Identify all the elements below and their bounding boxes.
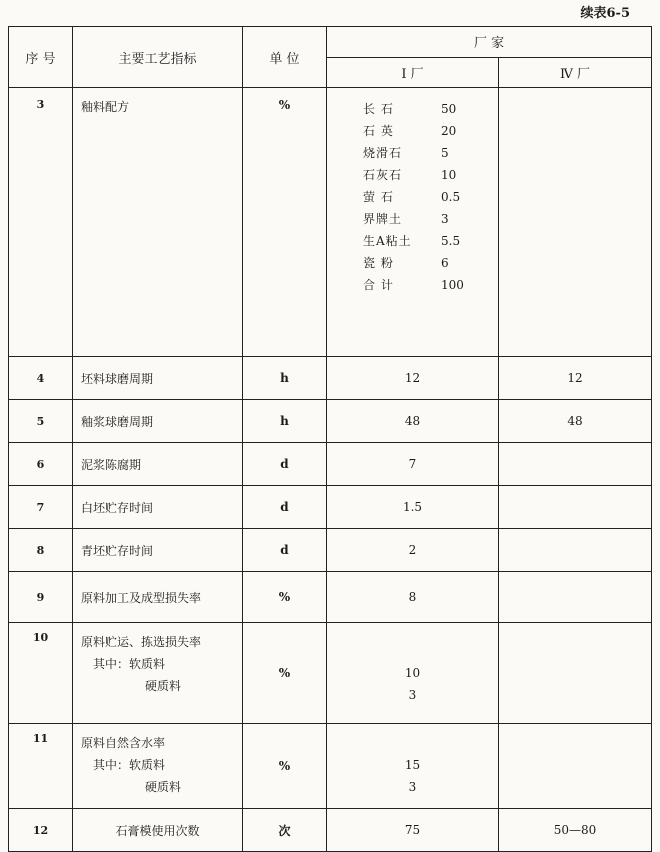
- glaze-ingredient: [363, 186, 498, 208]
- indicator-sub-hard: 硬质料: [145, 780, 182, 794]
- glaze-ingredient: [363, 230, 498, 252]
- row-number: 11: [9, 724, 73, 809]
- factory-1-value: 1.5: [327, 486, 499, 529]
- row-number: 3: [9, 88, 73, 357]
- row-unit: %: [243, 88, 327, 357]
- row-number: 7: [9, 486, 73, 529]
- glaze-ingredient: [363, 120, 498, 142]
- row-number: 5: [9, 400, 73, 443]
- factory-1-value-soft: 15: [404, 758, 421, 772]
- row-unit: d: [243, 443, 327, 486]
- factory-1-values: [327, 724, 499, 809]
- row-number: 12: [9, 809, 73, 852]
- glaze-ingredient: [363, 98, 498, 120]
- factory-4-value: [499, 529, 652, 572]
- ingredient-name: 合 计: [363, 278, 394, 292]
- row-indicator: 坯料球磨周期: [73, 357, 243, 400]
- row-unit: 次: [243, 809, 327, 852]
- header-serial-number: 序 号: [9, 27, 73, 88]
- factory-1-value: 12: [327, 357, 499, 400]
- ingredient-name: 长 石: [363, 102, 394, 116]
- row-unit: d: [243, 486, 327, 529]
- table-row: [9, 443, 652, 486]
- factory-1-value: 8: [327, 572, 499, 623]
- ingredient-amount: 100: [441, 278, 464, 292]
- factory-1-value: 48: [327, 400, 499, 443]
- row-indicator: 釉浆球磨周期: [73, 400, 243, 443]
- factory-4-value: [499, 443, 652, 486]
- ingredient-amount: 10: [441, 168, 457, 182]
- factory-4-value: 48: [499, 400, 652, 443]
- glaze-formula-cell: [327, 88, 499, 357]
- factory-4-cell: [499, 623, 652, 724]
- factory-1-value: 2: [327, 529, 499, 572]
- row-indicator: 釉料配方: [73, 88, 243, 357]
- indicator-sub-soft: 其中：软质料: [93, 657, 166, 671]
- ingredient-amount: 0.5: [441, 190, 461, 204]
- factory-1-value: 7: [327, 443, 499, 486]
- factory-1-values: [327, 623, 499, 724]
- row-number: 9: [9, 572, 73, 623]
- glaze-formula-list: [327, 98, 498, 296]
- factory-1-value-soft: 10: [404, 666, 421, 680]
- indicator-sub-hard: 硬质料: [145, 679, 182, 693]
- row-unit: h: [243, 357, 327, 400]
- row-unit: %: [243, 724, 327, 809]
- factory-4-value: [499, 486, 652, 529]
- header-factory-4: Ⅳ 厂: [499, 57, 652, 88]
- factory-4-value: [499, 572, 652, 623]
- indicator-sub-soft: 其中：软质料: [93, 758, 166, 772]
- indicator-main: 原料贮运、拣选损失率: [81, 635, 202, 649]
- table-row: [9, 623, 652, 724]
- table-row: [9, 809, 652, 852]
- factory-4-cell: [499, 724, 652, 809]
- factory-4-value: 12: [499, 357, 652, 400]
- row-indicator: 原料加工及成型损失率: [73, 572, 243, 623]
- glaze-ingredient: [363, 274, 498, 296]
- table-row: [9, 529, 652, 572]
- row-unit: d: [243, 529, 327, 572]
- ingredient-amount: 50: [441, 102, 457, 116]
- glaze-ingredient: [363, 252, 498, 274]
- ingredient-amount: 5: [441, 146, 449, 160]
- header-factory: 厂 家: [327, 27, 652, 58]
- table-row: [9, 572, 652, 623]
- row-unit: h: [243, 400, 327, 443]
- factory-1-value-hard: 3: [408, 688, 417, 702]
- table-row: [9, 88, 652, 357]
- row-indicator: 白坯贮存时间: [73, 486, 243, 529]
- table-row: [9, 724, 652, 809]
- table-row: [9, 486, 652, 529]
- factory-4-cell: [499, 88, 652, 357]
- table-row: [9, 357, 652, 400]
- row-indicator: 石膏模使用次数: [73, 809, 243, 852]
- row-number: 4: [9, 357, 73, 400]
- row-unit: %: [243, 623, 327, 724]
- indicator-main: 原料自然含水率: [81, 736, 166, 750]
- ingredient-amount: 5.5: [441, 234, 461, 248]
- process-indicators-table: [8, 26, 652, 852]
- ingredient-name: 石灰石: [363, 168, 403, 182]
- row-indicator: [73, 623, 243, 724]
- ingredient-name: 界牌土: [363, 212, 403, 226]
- factory-1-value: 75: [327, 809, 499, 852]
- header-unit: 单 位: [243, 27, 327, 88]
- row-number: 10: [9, 623, 73, 724]
- ingredient-name: 萤 石: [363, 190, 394, 204]
- row-indicator: [73, 724, 243, 809]
- ingredient-name: 石 英: [363, 124, 394, 138]
- header-factory-1: Ⅰ 厂: [327, 57, 499, 88]
- glaze-ingredient: [363, 208, 498, 230]
- ingredient-amount: 20: [441, 124, 457, 138]
- header-main-indicator: 主要工艺指标: [73, 27, 243, 88]
- row-number: 6: [9, 443, 73, 486]
- row-indicator: 泥浆陈腐期: [73, 443, 243, 486]
- glaze-ingredient: [363, 142, 498, 164]
- ingredient-name: 生A粘土: [363, 234, 412, 248]
- factory-4-value: 50—80: [499, 809, 652, 852]
- table-row: [9, 400, 652, 443]
- table-caption: 续表6-5: [580, 6, 630, 21]
- ingredient-amount: 3: [441, 212, 449, 226]
- ingredient-name: 烧滑石: [363, 146, 403, 160]
- ingredient-name: 瓷 粉: [363, 256, 394, 270]
- glaze-ingredient: [363, 164, 498, 186]
- ingredient-amount: 6: [441, 256, 449, 270]
- factory-1-value-hard: 3: [408, 780, 417, 794]
- row-indicator: 青坯贮存时间: [73, 529, 243, 572]
- row-unit: %: [243, 572, 327, 623]
- row-number: 8: [9, 529, 73, 572]
